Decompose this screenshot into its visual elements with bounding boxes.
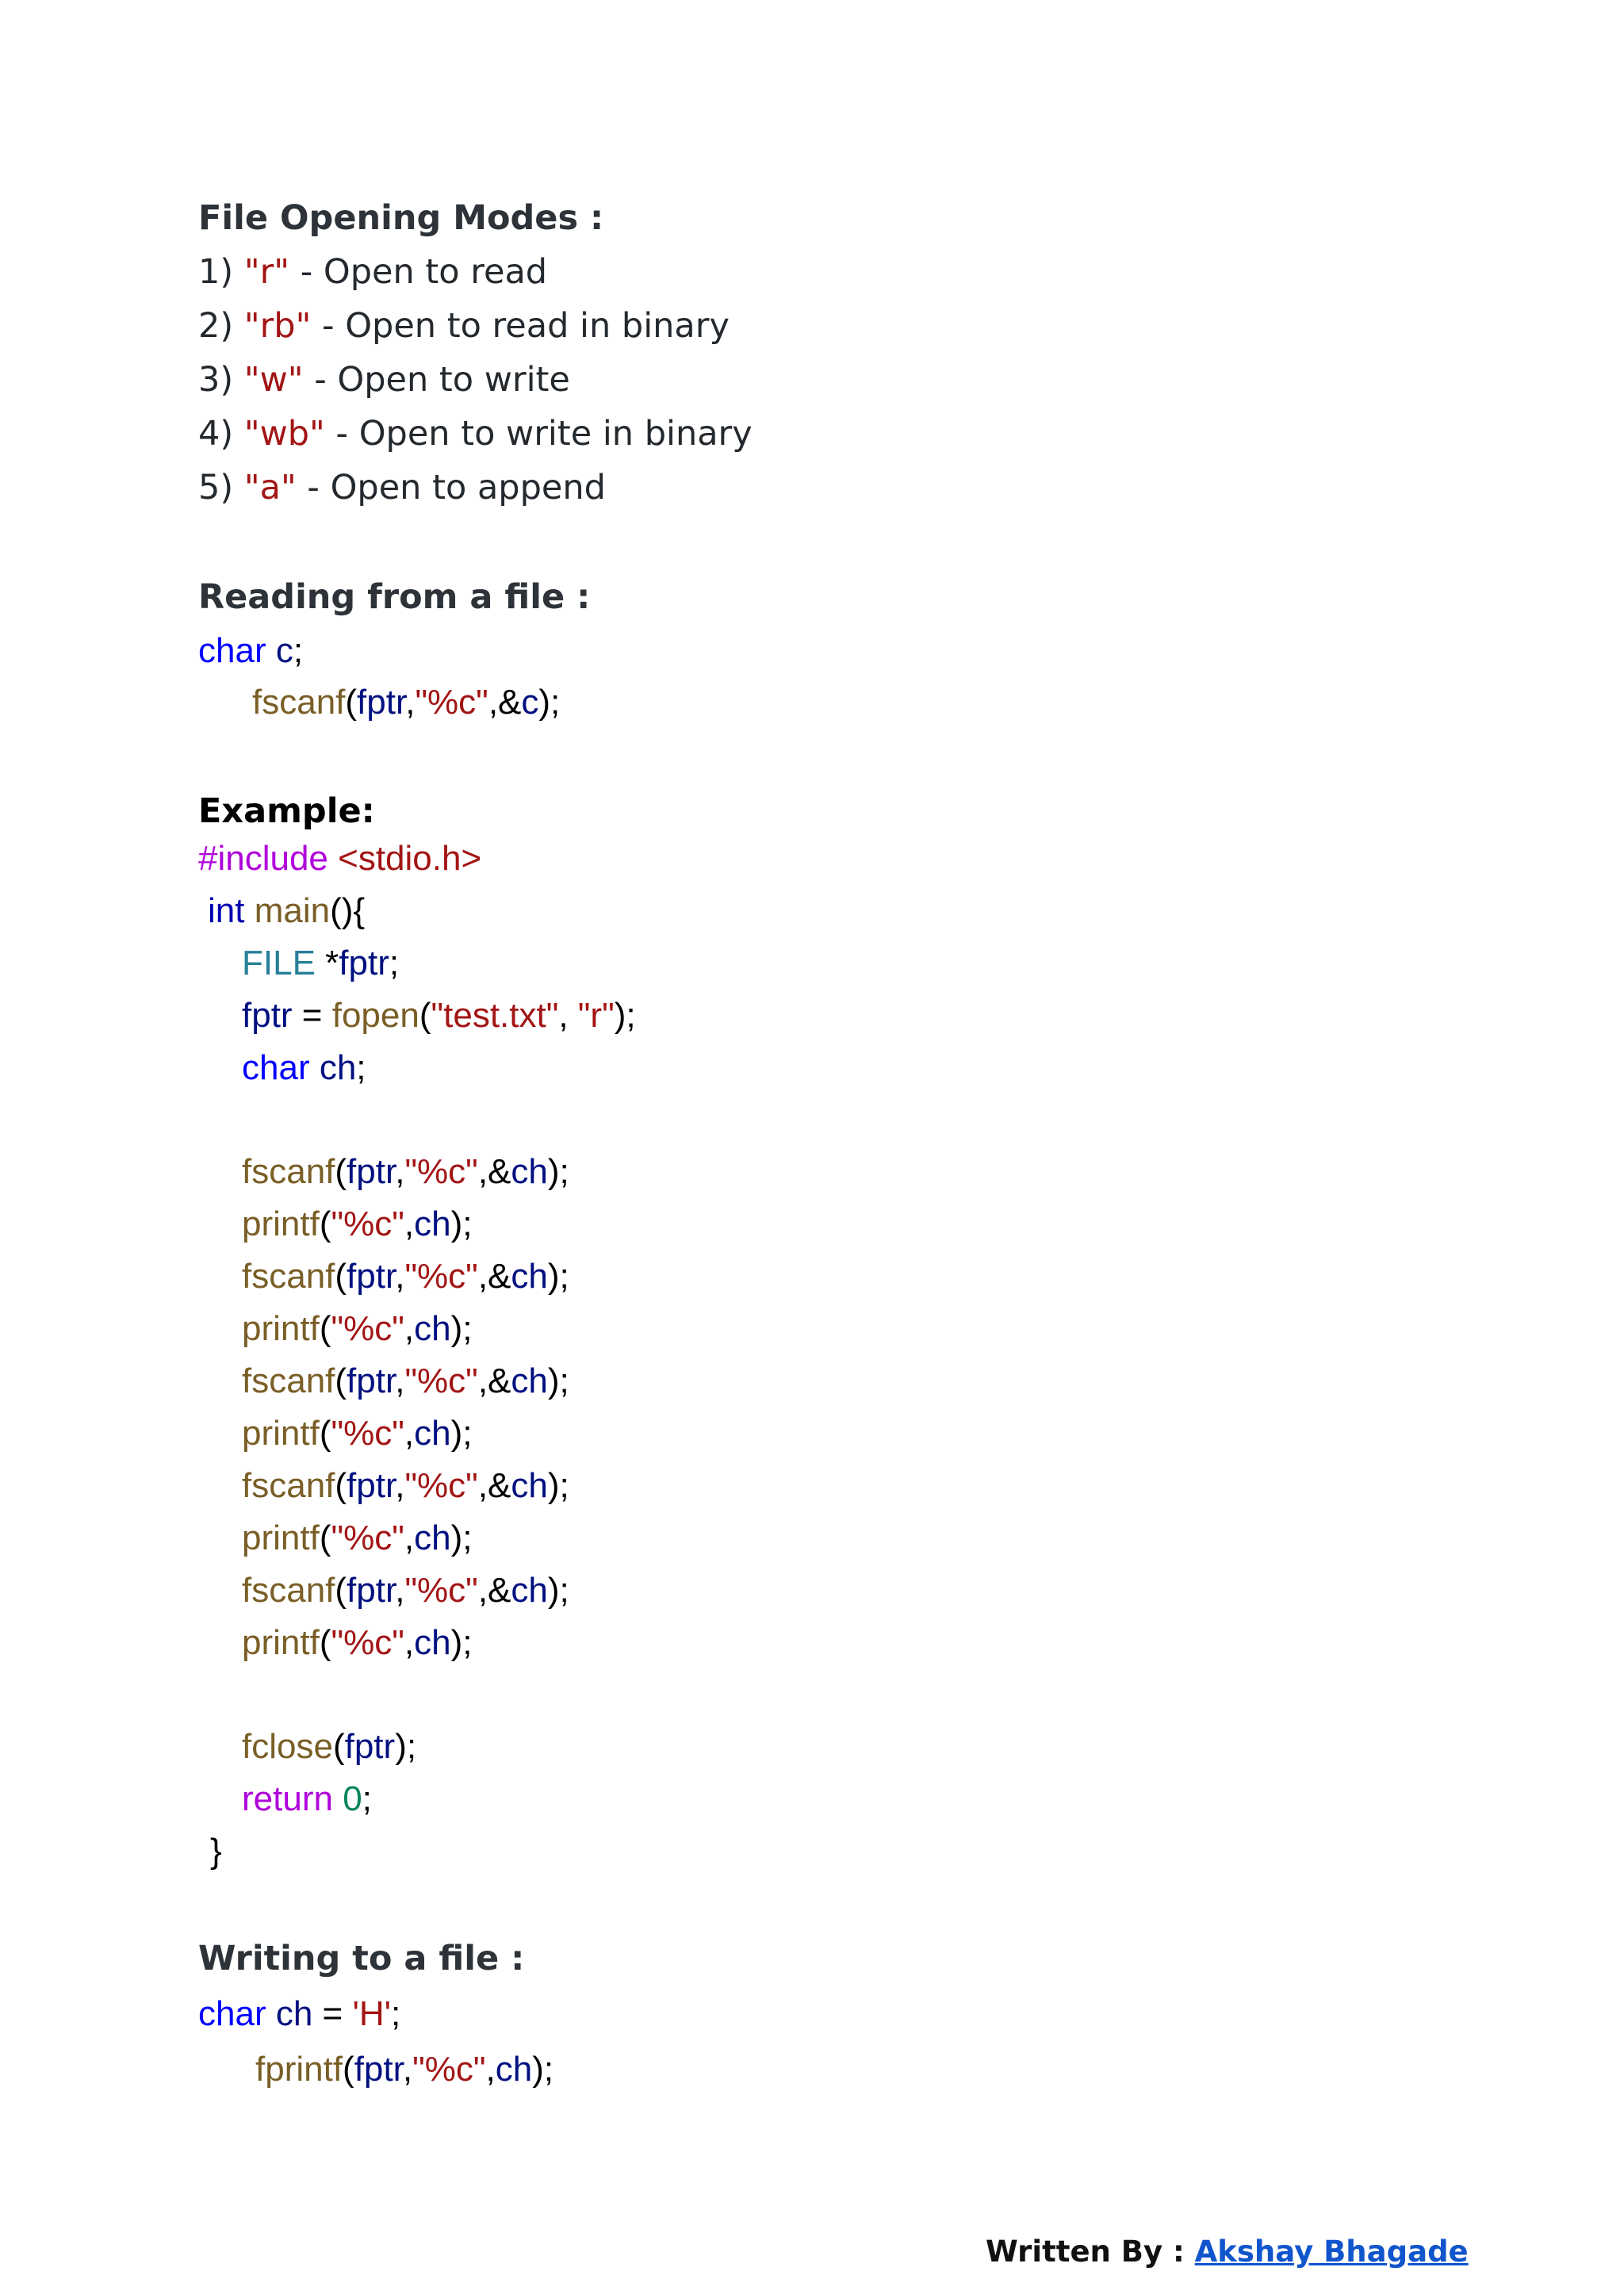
function-name: printf bbox=[242, 1623, 320, 1662]
mode-description: - Open to append bbox=[296, 468, 606, 507]
punctuation: ); bbox=[538, 683, 561, 722]
code-line-fscanf bbox=[242, 1571, 569, 1610]
mode-number: 1) bbox=[198, 252, 244, 292]
file-opening-modes-heading: File Opening Modes : bbox=[198, 198, 604, 238]
keyword: char bbox=[242, 1048, 310, 1087]
string-literal: "test.txt" bbox=[431, 996, 559, 1035]
mode-item-w bbox=[198, 360, 570, 400]
string-literal: "%c" bbox=[404, 1257, 478, 1296]
mode-string: "a" bbox=[243, 468, 297, 507]
author-credit bbox=[986, 2235, 1469, 2269]
function-name: fclose bbox=[242, 1727, 333, 1766]
punctuation: , bbox=[404, 1518, 415, 1557]
code-line-printf bbox=[242, 1623, 472, 1663]
function-name: fscanf bbox=[242, 1466, 335, 1505]
punctuation: ; bbox=[362, 1779, 372, 1818]
code-line-fscanf bbox=[242, 1361, 569, 1401]
identifier: ch bbox=[266, 1994, 313, 2033]
author-link[interactable]: Akshay Bhagade bbox=[1194, 2235, 1469, 2269]
punctuation: , bbox=[404, 1204, 415, 1243]
mode-description: - Open to write bbox=[303, 360, 570, 400]
number-literal: 0 bbox=[343, 1779, 362, 1818]
punctuation: , bbox=[404, 1623, 415, 1662]
punctuation: ; bbox=[356, 1048, 366, 1087]
string-literal: "%c" bbox=[331, 1623, 404, 1662]
string-literal: "%c" bbox=[415, 683, 488, 722]
identifier: fptr bbox=[339, 944, 389, 982]
code-line-include bbox=[198, 839, 481, 879]
function-name: printf bbox=[242, 1309, 320, 1348]
punctuation: ,& bbox=[477, 1571, 511, 1610]
identifier: fptr bbox=[347, 1152, 396, 1191]
identifier: fptr bbox=[354, 2050, 403, 2089]
punctuation: , bbox=[395, 1152, 405, 1191]
punctuation: ); bbox=[614, 996, 636, 1035]
mode-description: - Open to read bbox=[289, 252, 548, 292]
punctuation: ( bbox=[319, 1309, 331, 1348]
punctuation: ); bbox=[450, 1623, 473, 1662]
string-literal: "%c" bbox=[412, 2050, 486, 2089]
punctuation: ( bbox=[335, 1571, 347, 1610]
mode-string: "r" bbox=[243, 252, 290, 292]
string-literal: "%c" bbox=[404, 1152, 478, 1191]
identifier: c bbox=[266, 631, 293, 670]
code-line-fscanf-c bbox=[252, 683, 560, 722]
identifier: ch bbox=[511, 1466, 548, 1505]
identifier: ch bbox=[414, 1623, 451, 1662]
identifier: ch bbox=[414, 1518, 451, 1557]
function-name: fopen bbox=[331, 996, 419, 1035]
string-literal: "%c" bbox=[331, 1414, 404, 1453]
punctuation: ( bbox=[335, 1466, 347, 1505]
punctuation: ); bbox=[450, 1309, 473, 1348]
identifier: c bbox=[521, 683, 539, 722]
code-line-printf bbox=[242, 1518, 472, 1558]
preprocessor-directive: #include bbox=[198, 839, 328, 878]
keyword: char bbox=[198, 1994, 266, 2033]
identifier: ch bbox=[511, 1257, 548, 1296]
identifier: ch bbox=[309, 1048, 357, 1087]
punctuation: ( bbox=[332, 1727, 345, 1766]
function-name: fscanf bbox=[242, 1257, 335, 1296]
punctuation: ( bbox=[319, 1518, 331, 1557]
punctuation: ; bbox=[389, 944, 400, 982]
punctuation: , bbox=[395, 1466, 405, 1505]
type-name: FILE bbox=[242, 944, 316, 982]
punctuation: ); bbox=[532, 2050, 554, 2089]
punctuation: ( bbox=[335, 1361, 347, 1400]
mode-description: - Open to read in binary bbox=[311, 306, 730, 346]
mode-item-wb bbox=[198, 414, 753, 454]
code-line-printf bbox=[242, 1309, 472, 1349]
function-name: main bbox=[244, 891, 331, 930]
punctuation: ,& bbox=[477, 1361, 511, 1400]
operator: * bbox=[315, 944, 339, 982]
punctuation: ); bbox=[547, 1571, 569, 1610]
identifier: fptr bbox=[347, 1466, 396, 1505]
function-name: fscanf bbox=[252, 683, 346, 722]
identifier: fptr bbox=[242, 996, 293, 1035]
code-line-fscanf bbox=[242, 1257, 569, 1296]
identifier: fptr bbox=[347, 1361, 396, 1400]
code-line-main bbox=[208, 891, 365, 931]
function-name: fscanf bbox=[242, 1152, 335, 1191]
whitespace bbox=[333, 1779, 343, 1818]
operator: = bbox=[292, 996, 332, 1035]
identifier: fptr bbox=[347, 1257, 396, 1296]
mode-item-r bbox=[198, 252, 547, 292]
string-literal: "%c" bbox=[404, 1361, 478, 1400]
punctuation: ; bbox=[293, 631, 304, 670]
code-line-printf bbox=[242, 1414, 472, 1453]
string-literal: "%c" bbox=[404, 1571, 478, 1610]
punctuation: ); bbox=[395, 1727, 417, 1766]
punctuation: ( bbox=[343, 2050, 354, 2089]
keyword: char bbox=[198, 631, 266, 670]
punctuation: ( bbox=[319, 1623, 331, 1662]
function-name: printf bbox=[242, 1204, 320, 1243]
identifier: ch bbox=[511, 1152, 548, 1191]
function-name: printf bbox=[242, 1414, 320, 1453]
code-line-close-brace: } bbox=[210, 1832, 222, 1871]
punctuation: ); bbox=[547, 1466, 569, 1505]
punctuation: ; bbox=[391, 1994, 401, 2033]
punctuation: , bbox=[485, 2050, 496, 2089]
punctuation: , bbox=[404, 1309, 415, 1348]
punctuation: , bbox=[405, 683, 416, 722]
punctuation: ); bbox=[450, 1518, 473, 1557]
punctuation: ( bbox=[319, 1204, 331, 1243]
function-name: fprintf bbox=[255, 2050, 343, 2089]
punctuation: ,& bbox=[477, 1466, 511, 1505]
header-name: <stdio.h> bbox=[327, 839, 482, 878]
string-literal: "%c" bbox=[404, 1466, 478, 1505]
code-line-return bbox=[242, 1779, 372, 1819]
code-line-fclose bbox=[242, 1727, 416, 1767]
char-literal: 'H' bbox=[352, 1994, 392, 2033]
string-literal: "r" bbox=[577, 996, 615, 1035]
mode-number: 4) bbox=[198, 414, 244, 454]
identifier: ch bbox=[414, 1204, 451, 1243]
punctuation: , bbox=[402, 2050, 413, 2089]
keyword: int bbox=[208, 891, 245, 930]
code-line-printf bbox=[242, 1204, 472, 1244]
code-line-char-ch bbox=[242, 1048, 366, 1088]
identifier: fptr bbox=[357, 683, 406, 722]
punctuation: , bbox=[558, 996, 578, 1035]
code-line-file-decl bbox=[242, 944, 399, 983]
mode-string: "w" bbox=[243, 360, 304, 400]
punctuation: ( bbox=[335, 1257, 347, 1296]
code-line-fscanf bbox=[242, 1152, 569, 1192]
writing-to-file-heading: Writing to a file : bbox=[198, 1939, 525, 1978]
code-line-fscanf bbox=[242, 1466, 569, 1506]
punctuation: ( bbox=[335, 1152, 347, 1191]
identifier: ch bbox=[511, 1361, 548, 1400]
mode-string: "wb" bbox=[243, 414, 325, 454]
mode-number: 2) bbox=[198, 306, 244, 346]
string-literal: "%c" bbox=[331, 1204, 404, 1243]
punctuation: (){ bbox=[330, 891, 366, 930]
punctuation: ( bbox=[419, 996, 431, 1035]
punctuation: , bbox=[395, 1257, 405, 1296]
code-line-fopen bbox=[242, 996, 636, 1036]
function-name: fscanf bbox=[242, 1571, 335, 1610]
function-name: fscanf bbox=[242, 1361, 335, 1400]
mode-number: 5) bbox=[198, 468, 244, 507]
reading-from-file-heading: Reading from a file : bbox=[198, 577, 591, 617]
code-line-char-ch-h bbox=[198, 1994, 400, 2034]
identifier: ch bbox=[414, 1309, 451, 1348]
punctuation: ); bbox=[547, 1361, 569, 1400]
code-line-char-c bbox=[198, 631, 303, 671]
punctuation: ,& bbox=[488, 683, 522, 722]
punctuation: ); bbox=[547, 1257, 569, 1296]
author-label: Written By : bbox=[986, 2235, 1195, 2269]
example-heading: Example: bbox=[198, 791, 375, 831]
punctuation: , bbox=[395, 1361, 405, 1400]
identifier: ch bbox=[495, 2050, 533, 2089]
operator: = bbox=[312, 1994, 353, 2033]
keyword: return bbox=[242, 1779, 333, 1818]
punctuation: , bbox=[395, 1571, 405, 1610]
punctuation: ); bbox=[547, 1152, 569, 1191]
identifier: fptr bbox=[344, 1727, 396, 1766]
mode-item-a bbox=[198, 468, 606, 507]
mode-description: - Open to write in binary bbox=[324, 414, 753, 454]
identifier: fptr bbox=[347, 1571, 396, 1610]
punctuation: ); bbox=[450, 1204, 473, 1243]
punctuation: ( bbox=[319, 1414, 331, 1453]
punctuation: ); bbox=[450, 1414, 473, 1453]
mode-string: "rb" bbox=[243, 306, 312, 346]
function-name: printf bbox=[242, 1518, 320, 1557]
code-line-fprintf bbox=[255, 2050, 553, 2089]
punctuation: ,& bbox=[477, 1152, 511, 1191]
punctuation: ,& bbox=[477, 1257, 511, 1296]
punctuation: , bbox=[404, 1414, 415, 1453]
mode-item-rb bbox=[198, 306, 730, 346]
string-literal: "%c" bbox=[331, 1309, 404, 1348]
string-literal: "%c" bbox=[331, 1518, 404, 1557]
punctuation: ( bbox=[345, 683, 358, 722]
identifier: ch bbox=[511, 1571, 548, 1610]
mode-number: 3) bbox=[198, 360, 244, 400]
identifier: ch bbox=[414, 1414, 451, 1453]
